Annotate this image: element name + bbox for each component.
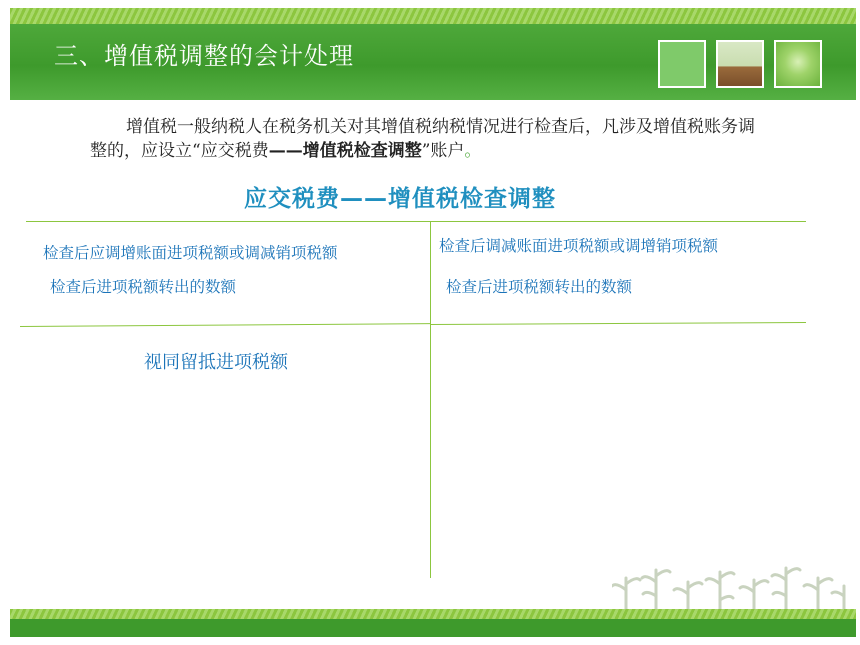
decor-thumbnail-leaf — [774, 40, 822, 88]
decor-thumbnail-green — [658, 40, 706, 88]
bottom-decor-stripe — [10, 609, 856, 619]
credit-entry: 检查后进项税额转出的数额 — [446, 278, 633, 296]
t-account-left-divider — [20, 323, 430, 327]
intro-paragraph — [90, 115, 760, 163]
debit-entry: 检查后进项税额转出的数额 — [50, 278, 237, 296]
debit-entry: 视同留抵进项税额 — [144, 352, 288, 373]
top-decor-stripe — [10, 8, 856, 24]
t-account-right-divider — [430, 322, 806, 325]
intro-text-2: ”账户 — [421, 141, 465, 161]
t-account-title: 应交税费——增值税检查调整 — [244, 186, 556, 212]
t-account-top-line — [26, 221, 806, 222]
intro-text-bold: ——增值税检查调整 — [268, 141, 422, 161]
intro-end-mark: 。 — [464, 141, 482, 161]
t-account-center-line — [430, 221, 431, 578]
debit-entry: 检查后应调增账面进项税额或调减销项税额 — [43, 244, 338, 262]
credit-entry: 检查后调减账面进项税额或调增销项税额 — [439, 237, 719, 255]
footer-bar — [10, 619, 856, 637]
intro-text-1: 增值税一般纳税人在税务机关对其增值税纳税情况进行检查后，凡涉及增值税账务调整的，应设立“应交税费 — [90, 117, 755, 161]
slide-title: 三、增值税调整的会计处理 — [54, 42, 354, 70]
decor-thumbnail-sprout — [716, 40, 764, 88]
